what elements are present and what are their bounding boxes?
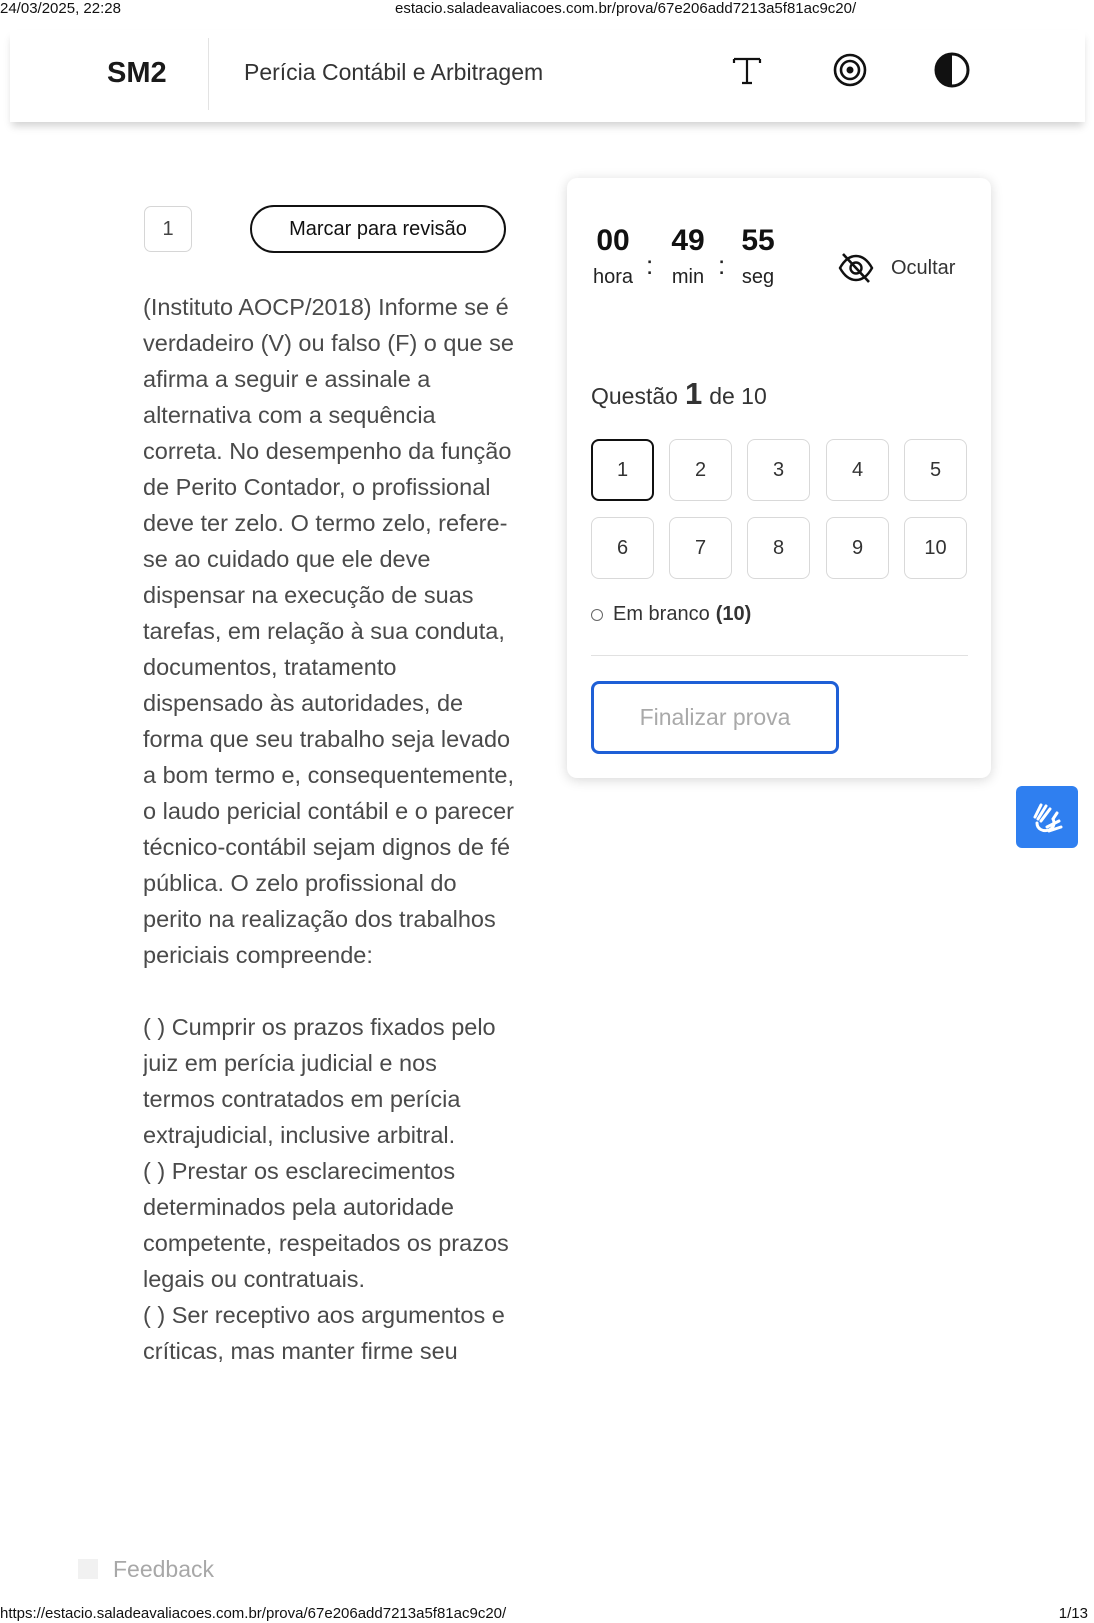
question-nav-button[interactable]: 1 (591, 439, 654, 501)
question-nav-button[interactable]: 7 (669, 517, 732, 579)
mark-for-review-button[interactable]: Marcar para revisão (250, 205, 506, 253)
feedback-icon (78, 1559, 98, 1579)
eye-off-icon (837, 249, 875, 287)
question-nav-button[interactable]: 2 (669, 439, 732, 501)
print-footer-url: https://estacio.saladeavaliacoes.com.br/prova/67e206add7213a5f81ac9c20/ (0, 1605, 507, 1622)
timer-seconds-value: 55 (741, 224, 775, 257)
timer-separator: : (718, 250, 726, 280)
feedback-label: Feedback (113, 1555, 215, 1582)
exam-sidebar-panel (567, 178, 991, 778)
feedback-link[interactable] (78, 1554, 214, 1584)
sign-language-button[interactable] (1016, 786, 1078, 848)
timer-seconds (733, 224, 783, 289)
question-counter-prefix: Questão (591, 383, 678, 409)
timer-minutes (663, 224, 713, 289)
header-divider (208, 38, 209, 110)
timer-hours (588, 224, 638, 289)
panel-divider (591, 655, 968, 656)
question-nav-button[interactable]: 8 (747, 517, 810, 579)
blank-legend (591, 603, 751, 626)
question-statement (143, 289, 515, 1546)
question-nav-button[interactable]: 10 (904, 517, 967, 579)
course-title: Perícia Contábil e Arbitragem (244, 59, 544, 85)
question-number: 1 (144, 206, 192, 252)
question-nav-button[interactable]: 6 (591, 517, 654, 579)
timer-minutes-value: 49 (671, 224, 705, 257)
hide-timer-label: Ocultar (891, 256, 956, 279)
sign-language-icon (1027, 797, 1067, 837)
question-counter-total: de 10 (709, 383, 767, 409)
question-nav-button[interactable]: 5 (904, 439, 967, 501)
blank-status-icon (591, 609, 603, 621)
blank-legend-label: Em branco (613, 603, 710, 625)
finish-exam-button[interactable]: Finalizar prova (591, 681, 839, 754)
print-url: estacio.saladeavaliacoes.com.br/prova/67e206add7213a5f81ac9c20/ (395, 0, 857, 17)
question-counter (591, 376, 767, 412)
contrast-icon[interactable] (932, 50, 972, 90)
timer-hours-value: 00 (596, 224, 630, 257)
print-page-indicator: 1/13 (1058, 1605, 1088, 1622)
print-footer (0, 1605, 1094, 1623)
print-header (0, 0, 1094, 16)
question-text: (Instituto AOCP/2018) Informe se é verdadeiro (V) ou falso (F) o que se afirma a seguir e assinale a alternativa com a sequência correta. No desempenho da função de Perito Contador, o profissional deve ter zelo. O termo zelo, refere-se ao cuidado que ele deve dispensar na execução de suas tarefas, em relação à sua conduta, documentos, tratamento dispensado às autoridades, de forma que seu trabalho seja levado a bom termo e, consequentemente, o laudo pericial contábil e o parecer técnico-contábil sejam dignos de fé pública. O zelo profissional do perito na realização dos trabalhos periciais compreende: ( ) Cumprir os prazos fixados pelo juiz em perícia judicial e nos termos contratados em perícia extrajudicial, inclusive arbitral. ( ) Prestar os esclarecimentos determinados pela autoridade competente, respeitados os prazos legais ou contratuais. ( ) Ser receptivo aos argumentos e críticas, mas manter firme seu (143, 294, 515, 1364)
target-icon[interactable] (830, 50, 870, 90)
question-nav-button[interactable]: 9 (826, 517, 889, 579)
hide-timer-button[interactable] (837, 248, 955, 288)
timer-minutes-label: min (671, 266, 705, 288)
timer-hours-label: hora (592, 266, 634, 288)
print-datetime: 24/03/2025, 22:28 (0, 0, 121, 17)
question-counter-current: 1 (684, 376, 703, 411)
top-bar (10, 30, 1085, 122)
question-nav-button[interactable]: 3 (747, 439, 810, 501)
question-nav-button[interactable]: 4 (826, 439, 889, 501)
blank-legend-count: (10) (715, 603, 752, 625)
font-size-icon[interactable] (727, 50, 767, 90)
timer-seconds-label: seg (741, 266, 775, 288)
brand-logo[interactable]: SM2 (107, 57, 167, 89)
timer-separator: : (646, 250, 654, 280)
